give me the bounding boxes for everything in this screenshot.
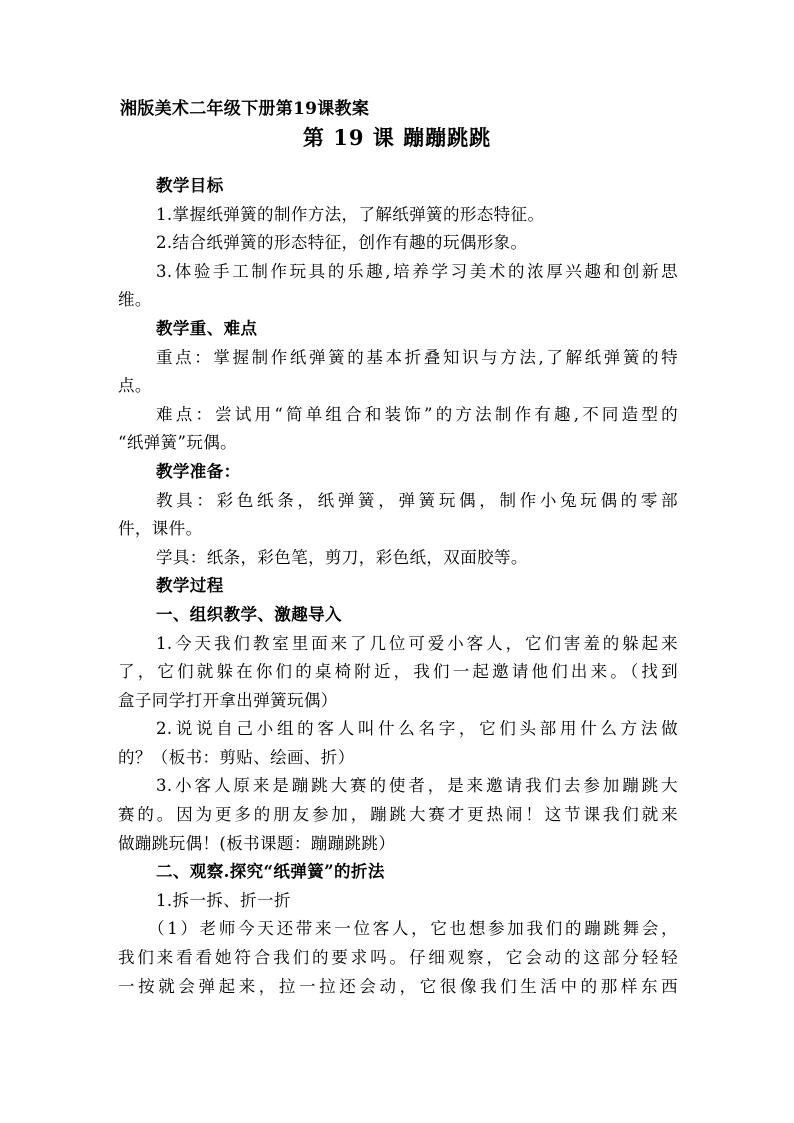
paragraph-line: 1.今天我们教室里面来了几位可爱小客人，它们害羞的躲起来	[156, 633, 678, 653]
paragraph-line: 赛的。因为更多的朋友参加，蹦跳大赛才更热闹！这节课我们就来	[118, 805, 678, 825]
section-heading: 教学目标	[156, 176, 224, 195]
paragraph-line: 维。	[118, 290, 152, 310]
paragraph-line: 我们来看看她符合我们的要求吗。仔细观察，它会动的这部分轻轻	[118, 948, 678, 968]
paragraph-line: 1.拆一拆、折一折	[156, 890, 291, 910]
document-header: 湘版美术二年级下册第19课教案	[120, 99, 370, 119]
section-heading: 二、观察.探究“纸弹簧”的折法	[156, 862, 385, 882]
paragraph-line: 学具：纸条，彩色笔，剪刀，彩色纸，双面胶等。	[156, 547, 528, 567]
paragraph-line: 的？（板书：剪贴、绘画、折）	[118, 747, 355, 767]
paragraph-line: 3.小客人原来是蹦跳大赛的使者，是来邀请我们去参加蹦跳大	[156, 776, 678, 796]
paragraph-line: 点。	[118, 376, 152, 396]
paragraph-line: 重点：掌握制作纸弹簧的基本折叠知识与方法,了解纸弹簧的特	[156, 347, 678, 367]
paragraph-line: 1.掌握纸弹簧的制作方法，了解纸弹簧的形态特征。	[156, 204, 545, 224]
paragraph-line: 3.体验手工制作玩具的乐趣,培养学习美术的浓厚兴趣和创新思	[156, 261, 678, 281]
paragraph-line: 盒子同学打开拿出弹簧玩偶）	[118, 690, 338, 710]
section-heading: 教学重、难点	[156, 318, 258, 338]
paragraph-line: “纸弹簧”玩偶。	[118, 433, 238, 453]
paragraph-line: 做蹦跳玩偶！(板书课题：蹦蹦跳跳）	[118, 833, 396, 853]
paragraph-line: 教具：彩色纸条，纸弹簧，弹簧玩偶，制作小兔玩偶的零部	[156, 490, 678, 510]
paragraph-line: 2.说说自己小组的客人叫什么名字，它们头部用什么方法做	[156, 719, 678, 739]
paragraph-line: 一按就会弹起来，拉一拉还会动，它很像我们生活中的那样东西	[118, 976, 678, 996]
section-heading: 教学过程	[156, 576, 224, 596]
paragraph-line: 难点：尝试用“简单组合和装饰”的方法制作有趣,不同造型的	[156, 404, 678, 424]
document-body	[118, 172, 678, 1001]
section-heading: 一、组织教学、激趣导入	[156, 604, 342, 624]
paragraph-line: 了，它们就躲在你们的桌椅附近，我们一起邀请他们出来。（找到	[118, 662, 678, 682]
paragraph-line: 2.结合纸弹簧的形态特征，创作有趣的玩偶形象。	[156, 233, 528, 253]
paragraph-line: （1）老师今天还带来一位客人，它也想参加我们的蹦跳舞会，	[148, 919, 678, 939]
lesson-title: 第 19 课 蹦蹦跳跳	[302, 125, 492, 150]
section-heading: 教学准备：	[156, 461, 241, 481]
paragraph-line: 件，课件。	[118, 519, 203, 539]
